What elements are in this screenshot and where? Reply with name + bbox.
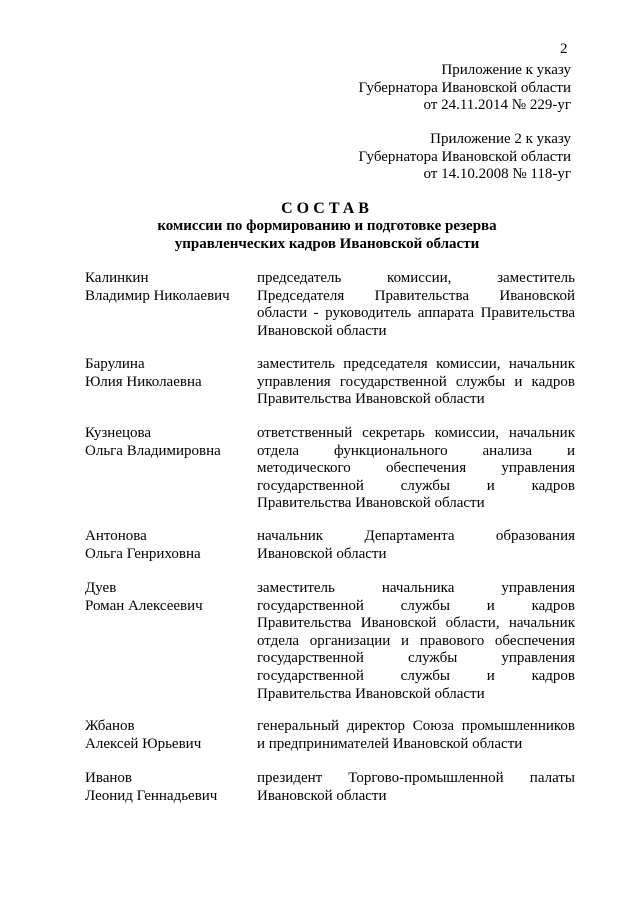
member-given-names: Юлия Николаевна [85,373,202,390]
appendix-current-line-1: Приложение к указу [441,62,571,78]
member-position-line: ответственный секретарь комиссии, начальник [257,425,575,441]
member-name [85,425,257,513]
member-entry [85,425,575,513]
member-name [85,770,257,805]
member-position-line: и предпринимателей Ивановской области [257,735,523,752]
appendix-header-current [251,62,571,115]
member-position-line: Ивановской области [257,545,387,562]
member-surname: Кузнецова [85,425,152,441]
member-surname: Антонова [85,528,147,544]
member-position-line: заместитель председателя комиссии, начальник [257,356,575,372]
member-given-names: Леонид Геннадьевич [85,787,218,804]
member-position [257,270,575,340]
member-position-line: отдела организации и правового обеспечения [257,632,575,649]
member-position [257,770,575,805]
appendix-original-line-3: от 14.10.2008 № 118-уг [423,166,571,183]
member-position-line: начальник Департамента образования [257,528,575,544]
member-name [85,356,257,409]
member-position-line: Правительства Ивановской области, начальник [257,615,575,632]
member-position-line: Ивановской области [257,787,387,804]
member-position-line: Правительства Ивановской области [257,495,485,512]
appendix-header-original [251,131,571,184]
member-position-line: государственной службы и кадров [257,667,575,684]
member-position [257,425,575,513]
member-entry [85,770,575,805]
title-heading: СОСТАВ [281,200,373,217]
appendix-original-line-1: Приложение 2 к указу [430,131,571,147]
member-surname: Дуев [85,580,117,596]
member-given-names: Ольга Владимировна [85,442,221,459]
member-position [257,580,575,703]
member-position-line: государственной службы управления [257,650,575,667]
member-entry [85,580,575,703]
member-surname: Жбанов [85,718,135,734]
member-name [85,270,257,340]
member-name [85,718,257,753]
member-name [85,528,257,563]
member-position-line: президент Торгово-промышленной палаты [257,770,575,786]
appendix-original-line-2: Губернатора Ивановской области [358,148,571,165]
member-position-line: Председателя Правительства Ивановской [257,287,575,304]
page-number: 2 [560,41,568,57]
member-position-line: отдела функционального анализа и [257,442,575,459]
member-entry [85,356,575,409]
member-entry [85,718,575,753]
member-position-line: методического обеспечения управления [257,460,575,477]
member-name [85,580,257,703]
member-given-names: Алексей Юрьевич [85,735,202,752]
member-position-line: Правительства Ивановской области [257,391,485,408]
member-position-line: государственной службы и кадров [257,477,575,494]
member-position-line: заместитель начальника управления [257,580,575,596]
member-given-names: Роман Алексеевич [85,597,203,614]
member-surname: Калинкин [85,270,149,286]
member-surname: Иванов [85,770,132,786]
member-position-line: Ивановской области [257,322,387,339]
member-position [257,356,575,409]
member-position-line: председатель комиссии, заместитель [257,270,575,286]
title-line-1: комиссии по формированию и подготовке резерва [157,218,497,234]
member-given-names: Ольга Генриховна [85,545,201,562]
member-position [257,528,575,563]
member-entry [85,270,575,340]
member-position-line: Правительства Ивановской области [257,685,485,702]
appendix-current-line-3: от 24.11.2014 № 229-уг [423,97,571,114]
member-surname: Барулина [85,356,145,372]
member-given-names: Владимир Николаевич [85,287,230,304]
title-line-2: управленческих кадров Ивановской области [174,235,480,252]
member-position-line: государственной службы и кадров [257,597,575,614]
member-position [257,718,575,753]
document-title [80,199,574,253]
member-position-line: управления государственной службы и кадров [257,373,575,390]
member-entry [85,528,575,563]
appendix-current-line-2: Губернатора Ивановской области [358,79,571,96]
member-position-line: генеральный директор Союза промышленников [257,718,575,734]
member-position-line: области - руководитель аппарата Правительства [257,305,575,322]
